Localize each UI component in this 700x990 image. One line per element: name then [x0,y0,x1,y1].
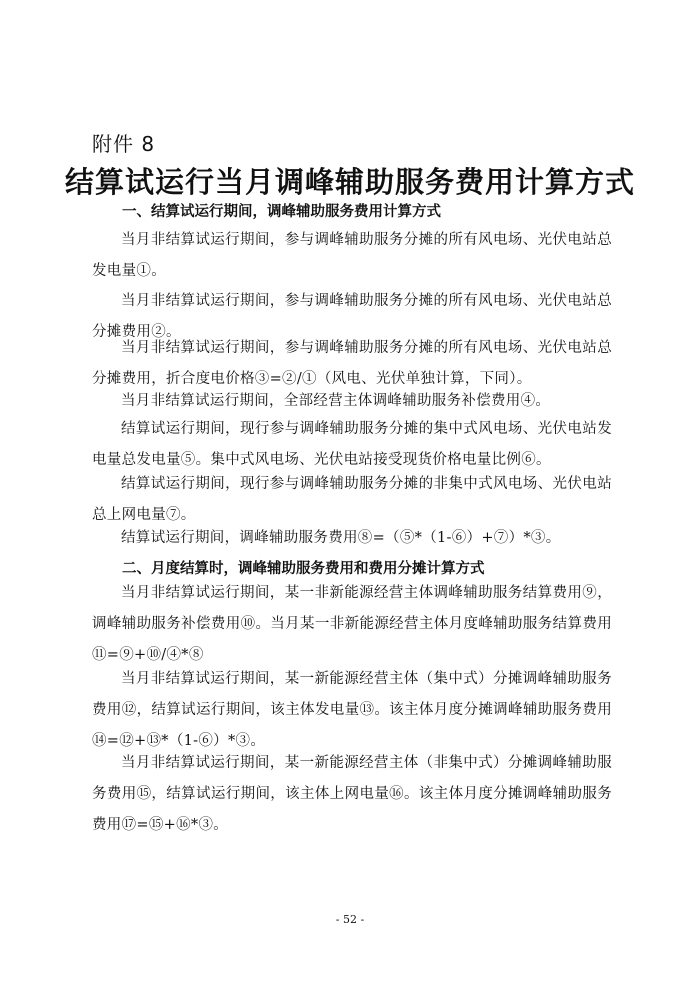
section-1-paragraph-4: 当月非结算试运行期间，全部经营主体调峰辅助服务补偿费用④。 [121,393,551,409]
section-1-paragraph-6: 结算试运行期间，现行参与调峰辅助服务分摊的非集中式风电场、光伏电站总上网电量⑦。 [92,476,612,523]
section-1-paragraph-5: 结算试运行期间，现行参与调峰辅助服务分摊的集中式风电场、光伏电站发电量总发电量⑤。集中式风电场、光伏电站接受现货价格电量比例⑥。 [92,421,612,468]
section-1-heading: 一、结算试运行期间，调峰辅助服务费用计算方式 [122,204,441,220]
section-2-heading: 二、月度结算时，调峰辅助服务费用和费用分摊计算方式 [122,561,485,577]
page-number: - 52 - [335,913,365,926]
section-2-paragraph-2: 当月非结算试运行期间，某一新能源经营主体（集中式）分摊调峰辅助服务费用⑫，结算试运行期间，该主体发电量⑬。该主体月度分摊调峰辅助服务费用⑭=⑫+⑬*（1-⑥）*③。 [92,671,612,749]
section-1-paragraph-7: 结算试运行期间，调峰辅助服务费用⑧=（⑤*（1-⑥）+⑦）*③。 [121,530,561,546]
attachment-label: 附件 8 [92,132,156,156]
section-2-paragraph-1: 当月非结算试运行期间，某一非新能源经营主体调峰辅助服务结算费用⑨，调峰辅助服务补偿费用⑩。当月某一非新能源经营主体月度峰辅助服务结算费用⑪=⑨+⑩/④*⑧ [92,585,612,663]
section-1-paragraph-2: 当月非结算试运行期间，参与调峰辅助服务分摊的所有风电场、光伏电站总分摊费用②。 [92,293,612,340]
section-2-paragraph-3: 当月非结算试运行期间，某一新能源经营主体（非集中式）分摊调峰辅助服务费用⑮，结算试运行期间，该主体上网电量⑯。该主体月度分摊调峰辅助服务费用⑰=⑮+⑯*③。 [92,755,612,833]
section-1-paragraph-3: 当月非结算试运行期间，参与调峰辅助服务分摊的所有风电场、光伏电站总分摊费用，折合度电价格③=②/①（风电、光伏单独计算，下同）。 [92,340,612,387]
document-title: 结算试运行当月调峰辅助服务费用计算方式 [64,165,635,199]
section-1-paragraph-1: 当月非结算试运行期间，参与调峰辅助服务分摊的所有风电场、光伏电站总发电量①。 [92,232,612,279]
